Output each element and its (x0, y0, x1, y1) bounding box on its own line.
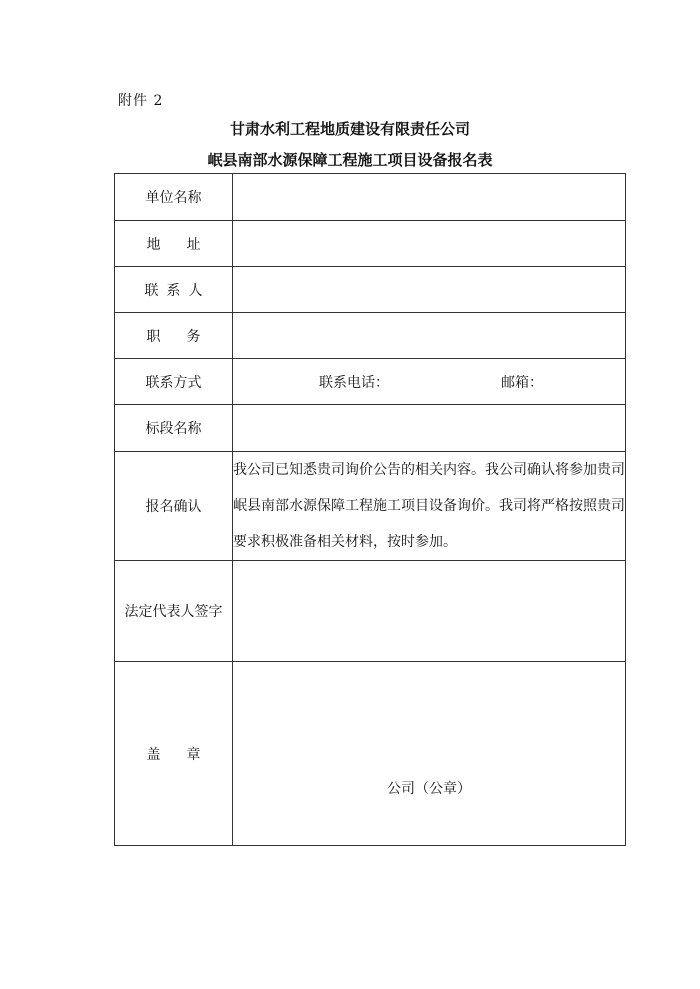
row-address (115, 221, 626, 267)
row-position (115, 313, 626, 359)
contact-person-label: 联系人 (144, 282, 211, 299)
annex-label: 附件 2 (118, 93, 164, 109)
section-name-field[interactable] (233, 405, 626, 452)
row-section-name (115, 405, 626, 452)
registration-label: 报名确认 (115, 452, 233, 561)
row-legal-rep (115, 561, 626, 662)
address-field[interactable] (233, 221, 626, 267)
legal-rep-label: 法定代表人签字 (115, 561, 233, 662)
company-title: 甘肃水利工程地质建设有限责任公司 (229, 120, 470, 138)
seal-label: 盖章 (146, 746, 227, 763)
row-contact-person (115, 267, 626, 313)
form-title: 岷县南部水源保障工程施工项目设备报名表 (207, 151, 493, 169)
legal-rep-signature-field[interactable] (233, 561, 626, 662)
row-seal (115, 662, 626, 846)
registration-text: 我公司已知悉贵司询价公告的相关内容。我公司确认将参加贵司岷县南部水源保障工程施工项目设备询价。我司将严格按照贵司要求积极准备相关材料，按时参加。 (233, 452, 626, 561)
row-registration (115, 452, 626, 561)
section-name-label: 标段名称 (115, 405, 233, 452)
address-label: 地址 (146, 236, 227, 253)
registration-form-table (114, 173, 626, 846)
contact-method-field[interactable] (233, 359, 626, 405)
position-field[interactable] (233, 313, 626, 359)
email-label: 邮箱： (501, 374, 543, 391)
row-contact-method (115, 359, 626, 405)
company-seal-text: 公司（公章） (387, 781, 471, 797)
row-unit-name (115, 174, 626, 221)
position-label: 职务 (146, 328, 227, 345)
unit-name-field[interactable] (233, 174, 626, 221)
phone-label: 联系电话： (319, 374, 389, 391)
seal-field[interactable] (233, 662, 626, 846)
contact-person-field[interactable] (233, 267, 626, 313)
unit-name-label: 单位名称 (115, 174, 233, 221)
contact-method-label: 联系方式 (115, 359, 233, 405)
